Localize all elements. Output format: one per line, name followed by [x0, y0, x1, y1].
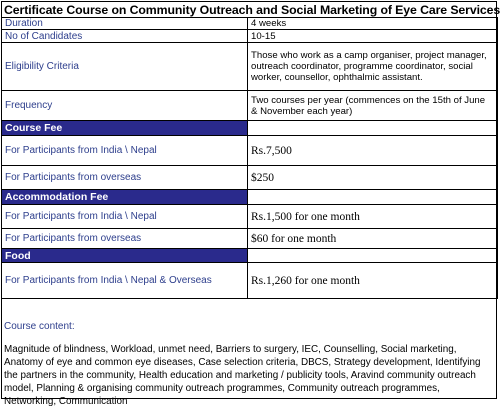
food-label: For Participants from India \ Nepal & Overseas	[2, 263, 248, 299]
duration-label: Duration	[2, 18, 248, 30]
table-row	[2, 136, 498, 166]
blank-cell	[248, 190, 498, 205]
table-row	[2, 263, 498, 299]
table-row	[2, 91, 498, 121]
blank-cell	[248, 249, 498, 263]
section-header-row	[2, 190, 498, 205]
frequency-value: Two courses per year (commences on the 15th of June & November each year)	[248, 91, 498, 121]
course-fee-heading: Course Fee	[2, 121, 248, 136]
accommodation-overseas-label: For Participants from overseas	[2, 229, 248, 249]
table-row	[2, 43, 498, 91]
blank-cell	[248, 121, 498, 136]
food-heading: Food	[2, 249, 248, 263]
accommodation-overseas-value: $60 for one month	[248, 229, 498, 249]
table-row	[2, 166, 498, 190]
accommodation-fee-heading: Accommodation Fee	[2, 190, 248, 205]
course-content-heading: Course content:	[4, 321, 75, 332]
table-row	[2, 205, 498, 229]
table-row	[2, 18, 498, 30]
course-fee-overseas-value: $250	[248, 166, 498, 190]
course-fee-india-value: Rs.7,500	[248, 136, 498, 166]
accommodation-india-value: Rs.1,500 for one month	[248, 205, 498, 229]
course-fee-overseas-label: For Participants from overseas	[2, 166, 248, 190]
accommodation-india-label: For Participants from India \ Nepal	[2, 205, 248, 229]
candidates-value: 10-15	[248, 30, 498, 43]
eligibility-value: Those who work as a camp organiser, project manager, outreach coordinator, programme coordinator, social worker, counsellor, ophthalmic assistant.	[248, 43, 498, 91]
table-row	[2, 229, 498, 249]
section-header-row	[2, 121, 498, 136]
course-title: Certificate Course on Community Outreach and Social Marketing of Eye Care Services	[4, 3, 500, 17]
candidates-label: No of Candidates	[2, 30, 248, 43]
food-value: Rs.1,260 for one month	[248, 263, 498, 299]
section-header-row	[2, 249, 498, 263]
course-content-body: Magnitude of blindness, Workload, unmet need, Barriers to surgery, IEC, Counselling, Social marketing, Anatomy of eye and common eye diseases, Case selection criteria, DBCS, Strategy development, Identifying the partners in the community, Health education and marketing / publicity tools, Aravind community outreach model, Planning & organising community outreach programmes, Community outreach programmes, Networking, Communication	[4, 344, 481, 407]
course-fee-india-label: For Participants from India \ Nepal	[2, 136, 248, 166]
table-row	[2, 30, 498, 43]
duration-value: 4 weeks	[248, 18, 498, 30]
eligibility-label: Eligibility Criteria	[2, 43, 248, 91]
course-details-table	[1, 17, 498, 299]
frequency-label: Frequency	[2, 91, 248, 121]
